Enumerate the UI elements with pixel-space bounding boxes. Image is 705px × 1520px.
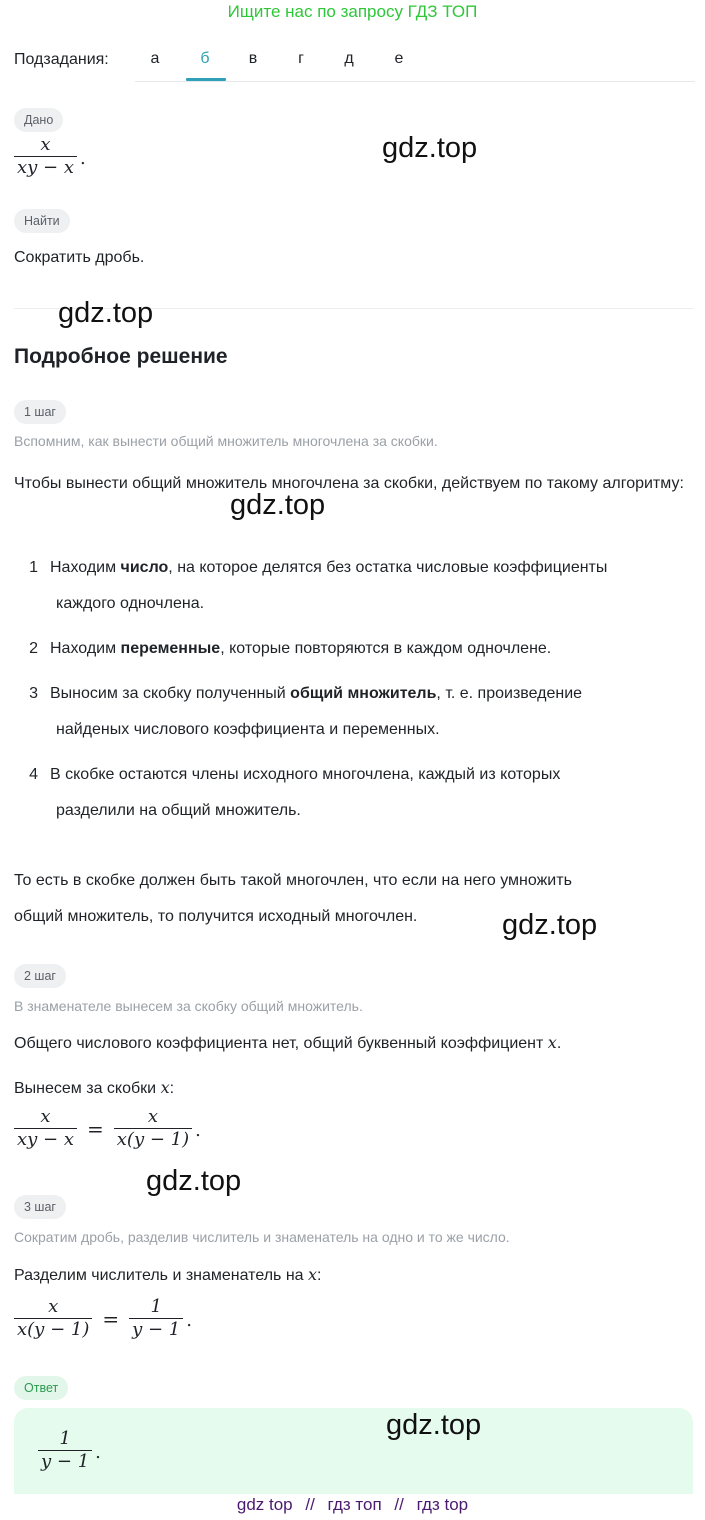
step3-lhs-fraction: $\frac{x}{x(y - 1)}$	[14, 1296, 92, 1341]
list-item: 3 Выносим за скобку полученный общий множитель, т. е. произведение найденых числового коэффициента и переменных.	[29, 685, 583, 738]
answer-box	[14, 1408, 693, 1494]
list-item: 2 Находим переменные, которые повторяются в каждом одночлене.	[29, 640, 552, 657]
step3-rhs-fraction: $\frac{1}{y - 1}$	[129, 1296, 183, 1341]
step2-line2: Вынесем за скобки x:	[14, 1078, 175, 1097]
given-pill: Дано	[14, 108, 63, 132]
step1-hint: Вспомним, как вынести общий множитель многочлена за скобки.	[14, 433, 438, 449]
step2-equation: $\frac{x}{xy - x}$ = $\frac{x}{x(y - 1)}$ .	[14, 1106, 201, 1151]
tab-a[interactable]: а	[150, 50, 160, 67]
subtasks-tabs	[135, 44, 695, 82]
search-banner: Ищите нас по запросу ГДЗ ТОП	[227, 2, 478, 21]
tab-b[interactable]: б	[200, 50, 210, 67]
step3-line1: Разделим числитель и знаменатель на x:	[14, 1265, 322, 1284]
list-item: 4 В скобке остаются члены исходного многочлена, каждый из которых разделили на общий множитель.	[29, 766, 561, 819]
watermark: gdz.top	[146, 1165, 242, 1197]
active-tab-indicator	[186, 78, 226, 81]
step2-line1: Общего числового коэффициента нет, общий буквенный коэффициент x.	[14, 1033, 562, 1052]
answer-pill: Ответ	[14, 1376, 68, 1400]
tab-v[interactable]: в	[248, 50, 258, 67]
algorithm-list	[24, 550, 694, 829]
find-pill: Найти	[14, 209, 70, 233]
step1-intro: Чтобы вынести общий множитель многочлена за скобки, действуем по такому алгоритму:	[14, 475, 684, 492]
given-expression: $\frac{x}{xy - x}$ .	[14, 134, 86, 179]
step2-rhs-fraction: $\frac{x}{x(y - 1)}$	[114, 1106, 192, 1151]
step2-hint: В знаменателе вынесем за скобку общий множитель.	[14, 998, 363, 1014]
step3-equation: $\frac{x}{x(y - 1)}$ = $\frac{1}{y - 1}$ .	[14, 1296, 192, 1341]
step2-pill: 2 шаг	[14, 964, 66, 988]
footer-link[interactable]: гдз топ	[327, 1495, 382, 1514]
tab-g[interactable]: г	[298, 50, 304, 67]
watermark: gdz.top	[386, 1409, 482, 1441]
footer-link[interactable]: гдз top	[416, 1495, 469, 1514]
watermark: gdz.top	[502, 909, 598, 941]
given-numerator: x	[40, 134, 51, 155]
watermark: gdz.top	[230, 489, 326, 521]
step2-lhs-fraction: $\frac{x}{xy - x}$	[14, 1106, 77, 1151]
given-denominator: xy − x	[17, 157, 74, 179]
footer-link[interactable]: gdz top	[236, 1495, 293, 1514]
tab-e[interactable]: е	[394, 50, 404, 67]
step3-pill: 3 шаг	[14, 1195, 66, 1219]
given-fraction	[14, 134, 77, 179]
tab-d[interactable]: д	[344, 50, 354, 67]
footer-links: gdz top // гдз топ // гдз top	[236, 1495, 469, 1514]
watermark: gdz.top	[382, 132, 478, 164]
step1-pill: 1 шаг	[14, 400, 66, 424]
watermark: gdz.top	[58, 297, 154, 329]
step3-hint: Сократим дробь, разделив числитель и знаменатель на одно и то же число.	[14, 1229, 510, 1245]
subtasks-label: Подзадания:	[14, 51, 109, 68]
find-text: Сократить дробь.	[14, 249, 145, 266]
answer-fraction: $\frac{1}{y - 1}$	[38, 1428, 92, 1473]
solution-title: Подробное решение	[14, 345, 228, 368]
list-item: 1 Находим число, на которое делятся без остатка числовые коэффициенты каждого одночлена.	[29, 559, 608, 612]
step1-outro: То есть в скобке должен быть такой многочлен, что если на него умножить общий множитель, то получится исходный многочлен.	[14, 872, 572, 925]
answer-expression: $\frac{1}{y - 1}$ .	[38, 1428, 101, 1473]
